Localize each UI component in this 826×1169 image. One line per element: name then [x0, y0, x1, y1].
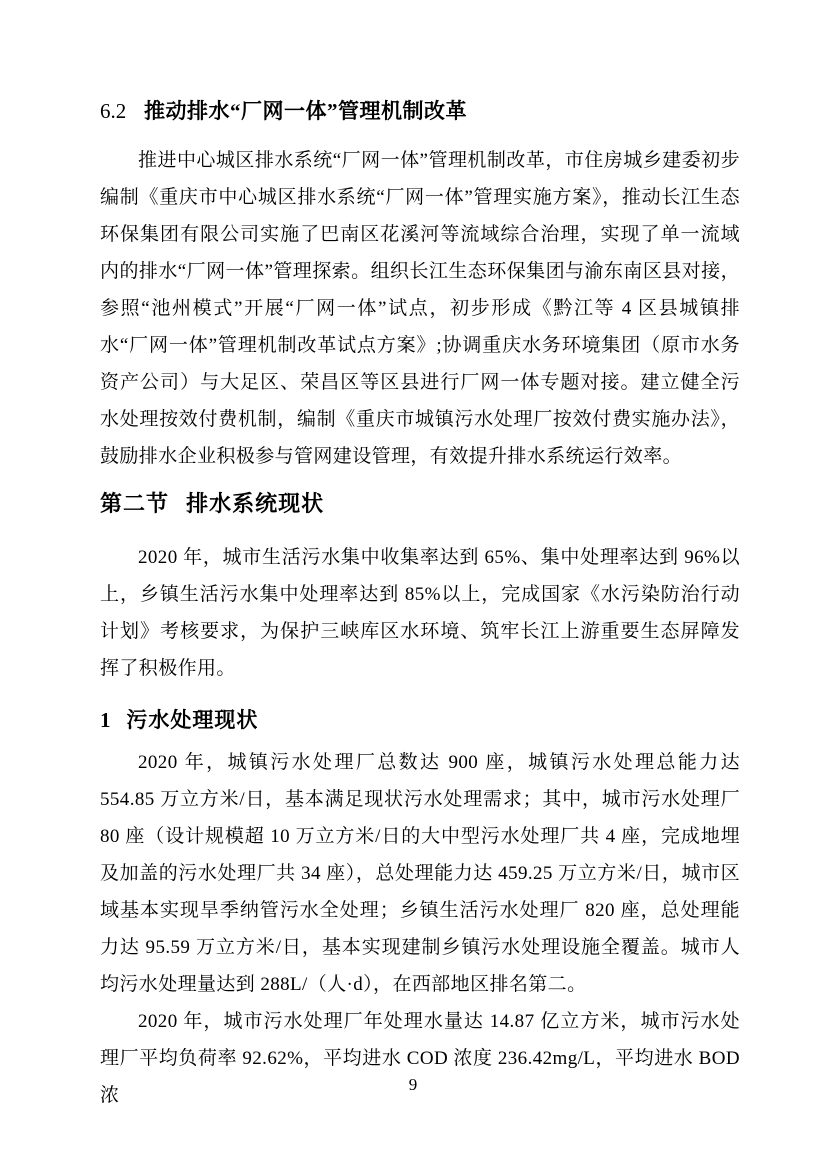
heading-6-2-number: 6.2 [100, 99, 127, 123]
section-heading-6-2 [100, 96, 740, 126]
heading-section-2-title: 排水系统现状 [186, 491, 325, 516]
sub-heading-1 [100, 705, 740, 736]
page-number: 9 [408, 1075, 418, 1094]
paragraph-1: 推进中心城区排水系统“厂网一体”管理机制改革，市住房城乡建委初步编制《重庆市中心城区排水系统“厂网一体”管理实施方案》，推动长江生态环保集团有限公司实施了巴南区花溪河等流域综合治理，实现了单一流域内的排水“厂网一体”管理探索。组织长江生态环保集团与渝东南区县对接，参照“池州模式”开展“厂网一体”试点，初步形成《黔江等 4 区县城镇排水“厂网一体”管理机制改革试点方案》;协调重庆水务环境集团（原市水务资产公司）与大足区、荣昌区等区县进行厂网一体专题对接。建立健全污水处理按效付费机制，编制《重庆市城镇污水处理厂按效付费实施办法》，鼓励排水企业积极参与管网建设管理，有效提升排水系统运行效率。 [100, 150, 740, 467]
heading-section-2-number: 第二节 [100, 491, 170, 516]
paragraph-3: 2020 年，城镇污水处理厂总数达 900 座，城镇污水处理总能力达 554.85 万立方米/日，基本满足现状污水处理需求；其中，城市污水处理厂 80 座（设计规模超 10 万立方米/日的大中型污水处理厂共 4 座，完成地埋及加盖的污水处理厂共 34 座），总处理能力达 459.25 万立方米/日，城市区域基本实现旱季纳管污水全处理；乡镇生活污水处理厂 820 座，总处理能力达 95.59 万立方米/日，基本实现建制乡镇污水处理设施全覆盖。城市人均污水处理量达到 288L/（人·d），在西部地区排名第二。 [100, 752, 740, 995]
paragraph-4: 2020 年，城市污水处理厂年处理水量达 14.87 亿立方米，城市污水处理厂平均负荷率 92.62%，平均进水 COD 浓度 236.42mg/L，平均进水 BOD 浓 [100, 1011, 740, 1106]
sub-heading-1-title: 污水处理现状 [126, 709, 259, 732]
heading-6-2-title: 推动排水“厂网一体”管理机制改革 [144, 99, 467, 123]
sub-heading-1-number: 1 [100, 708, 112, 732]
paragraph-2: 2020 年，城市生活污水集中收集率达到 65%、集中处理率达到 96%以上，乡镇生活污水集中处理率达到 85%以上，完成国家《水污染防治行动计划》考核要求，为保护三峡库区水环境、筑牢长江上游重要生态屏障发挥了积极作用。 [100, 547, 740, 679]
section-heading-2 [100, 489, 740, 519]
